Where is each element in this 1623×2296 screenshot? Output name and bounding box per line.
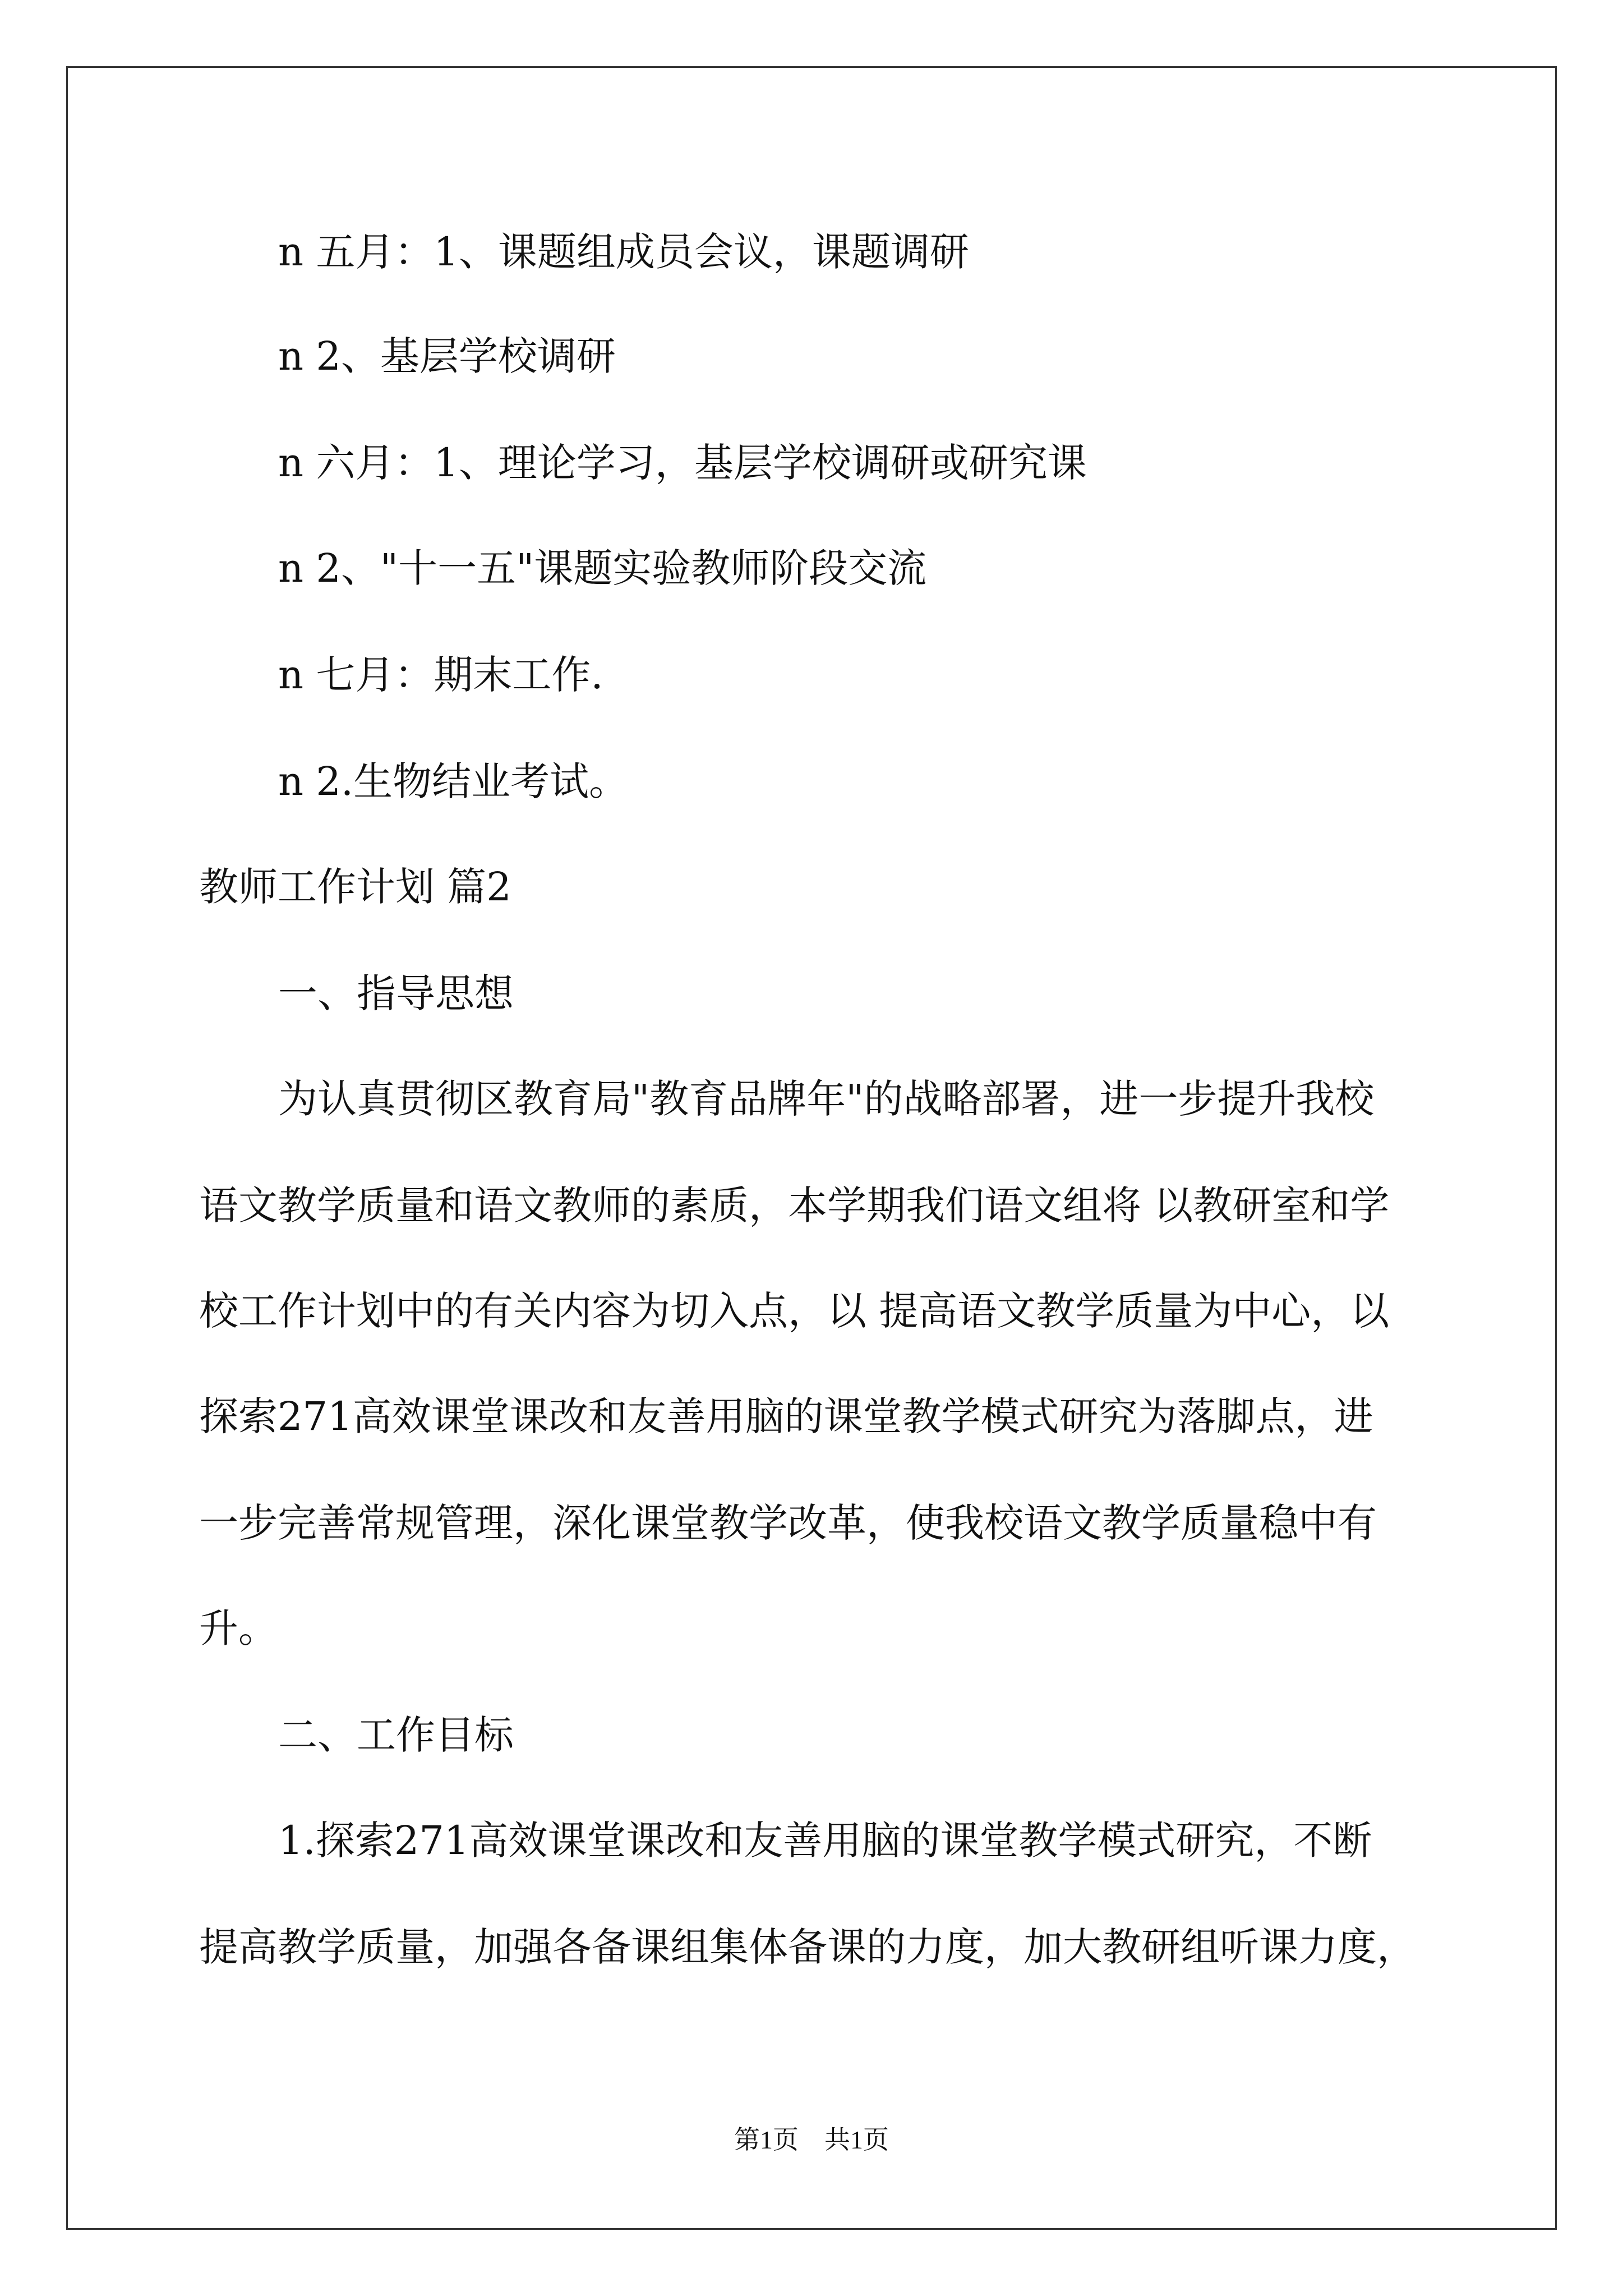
schedule-may-line: n 五月：1、课题组成员会议，课题调研 bbox=[278, 229, 969, 275]
paragraph-line: 语文教学质量和语文教师的素质，本学期我们语文组将 以教研室和学 bbox=[199, 1182, 1390, 1228]
schedule-june-line: n 六月：1、理论学习，基层学校调研或研究课 bbox=[278, 440, 1087, 486]
paragraph-line: 校工作计划中的有关内容为切入点，以 提高语文教学质量为中心，以 bbox=[199, 1288, 1390, 1334]
heading-work-goals: 二、工作目标 bbox=[278, 1712, 514, 1758]
paragraph-line: 探索271高效课堂课改和友善用脑的课堂教学模式研究为落脚点，进 bbox=[199, 1393, 1373, 1439]
paragraph-line: 提高教学质量，加强各备课组集体备课的力度，加大教研组听课力度， bbox=[199, 1924, 1416, 1970]
schedule-july-line: n 七月：期末工作. bbox=[278, 652, 603, 698]
schedule-june-item-2: n 2、"十一五"课题实验教师阶段交流 bbox=[278, 545, 927, 591]
paragraph-line: 为认真贯彻区教育局"教育品牌年"的战略部署，进一步提升我校 bbox=[278, 1076, 1375, 1122]
page-footer: 第1页 共1页 bbox=[734, 2125, 889, 2154]
page-border bbox=[66, 66, 1557, 2230]
schedule-july-item-2: n 2.生物结业考试。 bbox=[278, 758, 629, 804]
heading-guiding-thought: 一、指导思想 bbox=[278, 970, 514, 1016]
section-heading: 教师工作计划 篇2 bbox=[199, 864, 511, 910]
paragraph-line: 1.探索271高效课堂课改和友善用脑的课堂教学模式研究，不断 bbox=[278, 1818, 1372, 1864]
paragraph-line: 升。 bbox=[199, 1605, 278, 1651]
paragraph-line: 一步完善常规管理，深化课堂教学改革，使我校语文教学质量稳中有 bbox=[199, 1500, 1377, 1546]
schedule-may-item-2: n 2、基层学校调研 bbox=[278, 333, 616, 379]
